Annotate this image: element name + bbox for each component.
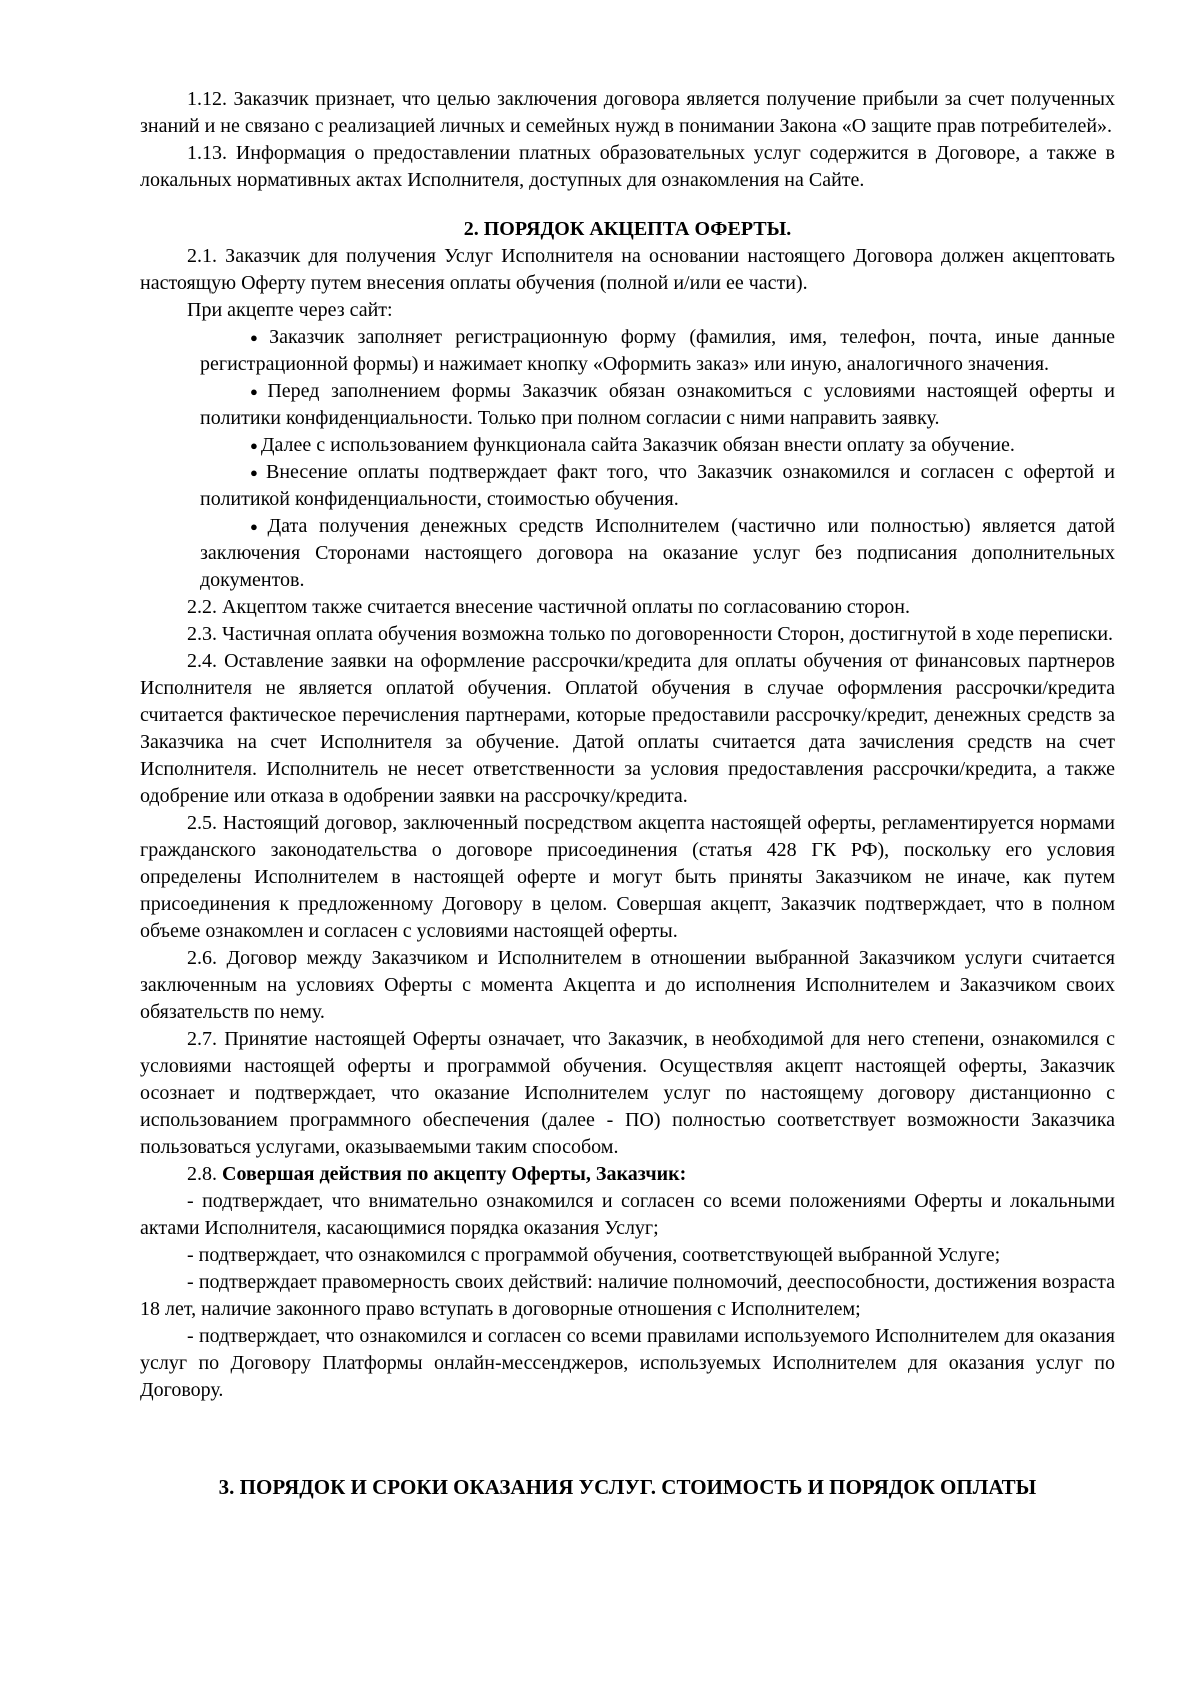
bullet-item-read-offer <box>200 378 1115 432</box>
clause-2-2: 2.2. Акцептом также считается внесение частичной оплаты по согласованию сторон. <box>187 596 910 618</box>
clause-1-13: 1.13. Информация о предоставлении платных образовательных услуг содержится в Договоре, а также в локальных нормативных актах Исполнителя, доступных для ознакомления на Сайте. <box>140 142 1115 191</box>
dash-item-training-program: - подтверждает, что ознакомился с программой обучения, соответствующей выбранной Услуге; <box>187 1244 1001 1266</box>
dash-item-messenger-platform-rules: - подтверждает, что ознакомился и согласен со всеми правилами используемого Исполнителем для оказания услуг по Договору Платформы онлайн-мессенджеров, используемых Исполнителем для оказания услуг по Договору. <box>140 1325 1115 1401</box>
bullet-icon: ● <box>250 330 267 345</box>
bullet-text: Внесение оплаты подтверждает факт того, что Заказчик ознакомился и согласен с офертой и политикой конфиденциальности, стоимостью обучения. <box>200 461 1115 510</box>
bullet-icon: ● <box>250 438 258 453</box>
bullet-item-registration-form <box>200 324 1115 378</box>
bullet-icon: ● <box>250 384 265 399</box>
clause-2-3: 2.3. Частичная оплата обучения возможна только по договоренности Сторон, достигнутой в ходе переписки. <box>187 623 1114 645</box>
clause-2-6: 2.6. Договор между Заказчиком и Исполнителем в отношении выбранной Заказчиком услуги считается заключенным на условиях Оферты с момента Акцепта и до исполнения Исполнителем и Заказчиком своих обязательств по нему. <box>140 947 1115 1023</box>
clause-2-4: 2.4. Оставление заявки на оформление рассрочки/кредита для оплаты обучения от финансовых партнеров Исполнителя не является оплатой обучения. Оплатой обучения в случае оформления рассрочки/кредита считается фактическое перечисления партнерами, которые предоставили рассрочку/кредит, денежных средств за Заказчика на счет Исполнителя за обучение. Датой оплаты считается дата зачисления средств на счет Исполнителя. Исполнитель не несет ответственности за условия предоставления рассрочки/кредита, а также одобрение или отказа в одобрении заявки на рассрочку/кредита. <box>140 650 1115 807</box>
dash-item-offer-provisions: - подтверждает, что внимательно ознакомился и согласен со всеми положениями Оферты и локальными актами Исполнителя, касающимися порядка оказания Услуг; <box>140 1190 1115 1239</box>
section-3-heading: 3. ПОРЯДОК И СРОКИ ОКАЗАНИЯ УСЛУГ. СТОИМОСТЬ И ПОРЯДОК ОПЛАТЫ <box>218 1475 1037 1499</box>
clause-2-5: 2.5. Настоящий договор, заключенный посредством акцепта настоящей оферты, регламентируется нормами гражданского законодательства о договоре присоединения (статья 428 ГК РФ), поскольку его условия определены Исполнителем в настоящей оферте и могут быть приняты Заказчиком не иначе, как путем присоединения к предложенному Договору в целом. Совершая акцепт, Заказчик подтверждает, что в полном объеме ознакомлен и согласен с условиями настоящей оферты. <box>140 812 1115 942</box>
clause-1-12: 1.12. Заказчик признает, что целью заключения договора является получение прибыли за счет полученных знаний и не связано с реализацией личных и семейных нужд в понимании Закона «О защите прав потребителей». <box>140 88 1115 137</box>
bullet-icon: ● <box>250 519 265 534</box>
clause-2-8-number: 2.8. <box>187 1163 222 1185</box>
bullet-text: Дата получения денежных средств Исполнителем (частично или полностью) является датой заключения Сторонами настоящего договора на оказание услуг без подписания дополнительных документов. <box>200 515 1116 591</box>
bullet-icon: ● <box>250 465 263 480</box>
bullet-item-payment-confirms <box>200 459 1115 513</box>
accept-via-site-label: При акцепте через сайт: <box>187 299 393 321</box>
clause-2-7: 2.7. Принятие настоящей Оферты означает, что Заказчик, в необходимой для него степени, ознакомился с условиями настоящей оферты и программой обучения. Осуществляя акцепт настоящей оферты, Заказчик осознает и подтверждает, что оказание Исполнителем услуг по настоящему договору дистанционно с использованием программного обеспечения (далее - ПО) полностью соответствует возможности Заказчика пользоваться услугами, оказываемыми таким способом. <box>140 1028 1115 1158</box>
clause-2-1: 2.1. Заказчик для получения Услуг Исполнителя на основании настоящего Договора должен акцептовать настоящую Оферту путем внесения оплаты обучения (полной и/или ее части). <box>140 245 1115 294</box>
bullet-item-make-payment <box>200 432 1115 459</box>
clause-2-8-title: Совершая действия по акцепту Оферты, Заказчик: <box>222 1163 687 1185</box>
section-2-heading: 2. ПОРЯДОК АКЦЕПТА ОФЕРТЫ. <box>463 218 792 240</box>
bullet-item-funds-receipt-date <box>200 513 1115 594</box>
bullet-text: Перед заполнением формы Заказчик обязан ознакомиться с условиями настоящей оферты и политики конфиденциальности. Только при полном согласии с ними направить заявку. <box>200 380 1115 429</box>
dash-item-legal-capacity: - подтверждает правомерность своих действий: наличие полномочий, дееспособности, достижения возраста 18 лет, наличие законного право вступать в договорные отношения с Исполнителем; <box>140 1271 1115 1320</box>
bullet-text: Заказчик заполняет регистрационную форму (фамилия, имя, телефон, почта, иные данные регистрационной формы) и нажимает кнопку «Оформить заказ» или иную, аналогичного значения. <box>200 326 1115 375</box>
bullet-text: Далее с использованием функционала сайта Заказчик обязан внести оплату за обучение. <box>260 434 1015 456</box>
clause-2-8 <box>140 1161 1115 1188</box>
